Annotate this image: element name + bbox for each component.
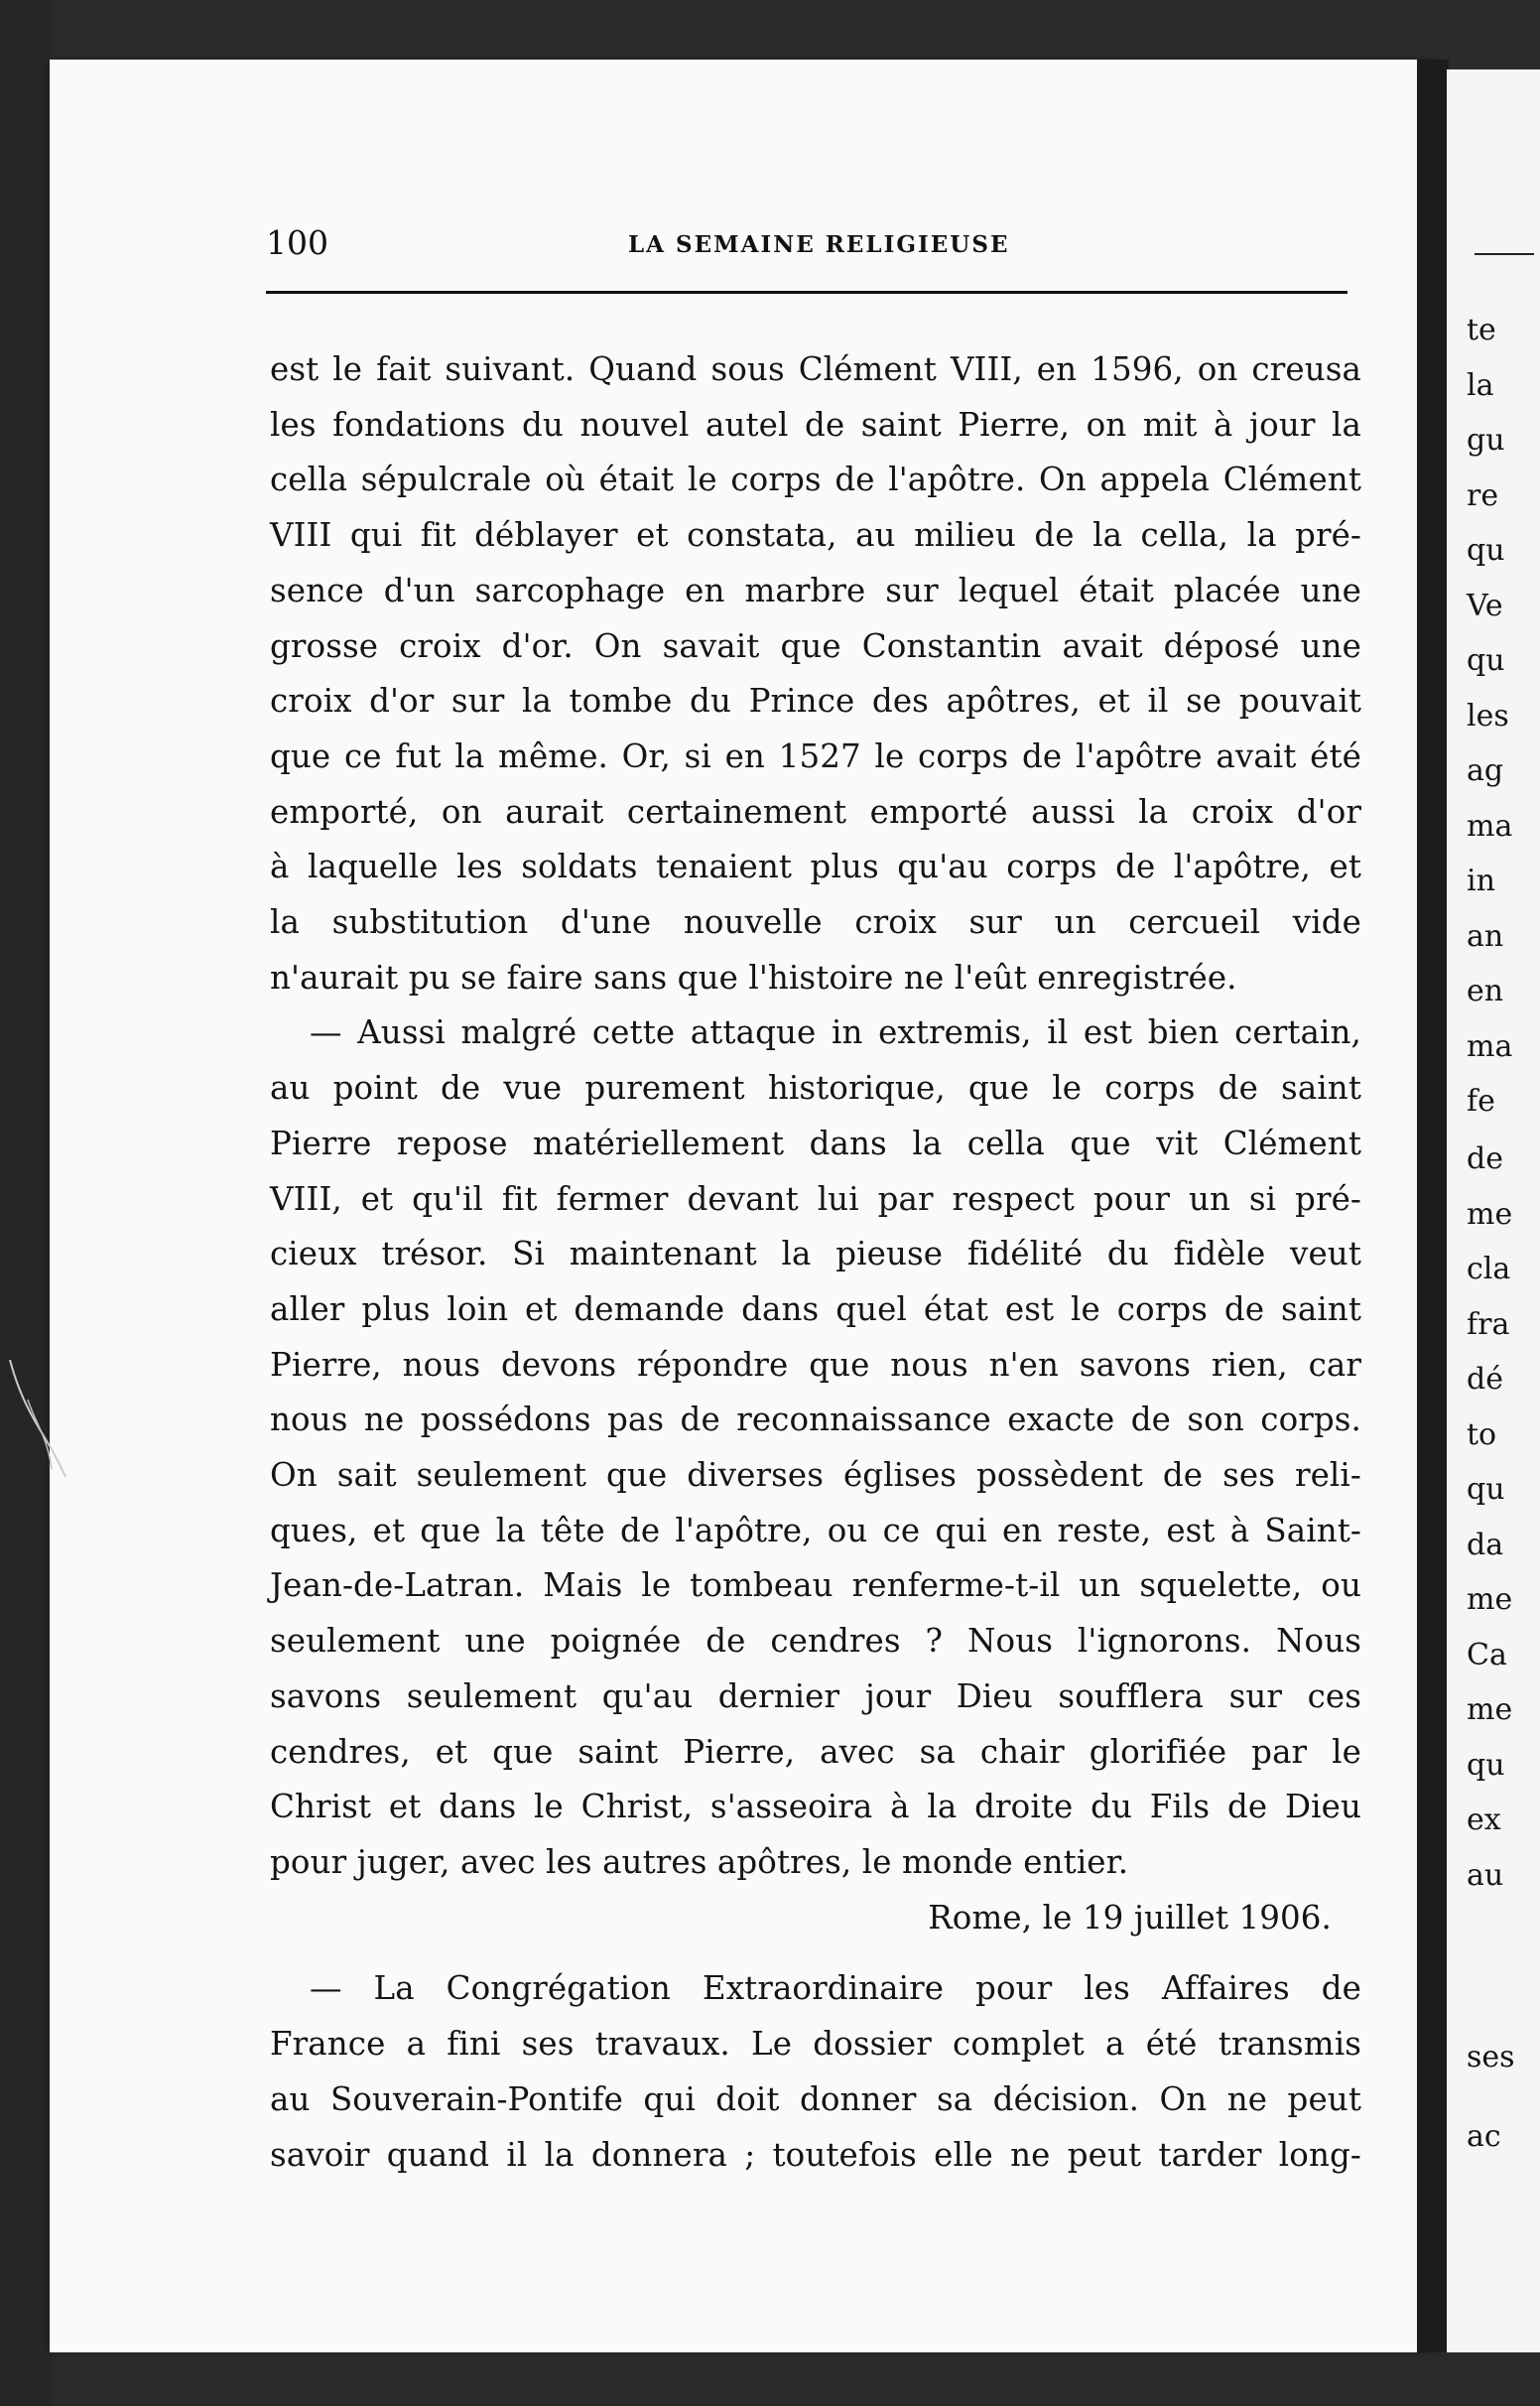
facing-page-fragment: en bbox=[1467, 974, 1504, 1008]
page-number: 100 bbox=[266, 223, 328, 262]
facing-page-fragment: fra bbox=[1467, 1306, 1510, 1342]
text-line: au point de vue purement historique, que le corps de saint bbox=[270, 1069, 1361, 1108]
facing-page-fragment: da bbox=[1467, 1527, 1504, 1562]
facing-page-fragment: dé bbox=[1467, 1362, 1503, 1397]
text-line: — La Congrégation Extraordinaire pour les Affaires de bbox=[310, 1969, 1361, 2008]
facing-page-fragment: Ca bbox=[1467, 1637, 1507, 1672]
text-line: n'aurait pu se faire sans que l'histoire ne l'eût enregistrée. bbox=[270, 958, 1237, 997]
facing-page-header-rule bbox=[1475, 253, 1534, 255]
facing-page-fragment: au bbox=[1467, 1857, 1504, 1893]
text-line: que ce fut la même. Or, si en 1527 le corps de l'apôtre avait été bbox=[270, 736, 1361, 775]
text-line: grosse croix d'or. On savait que Constantin avait déposé une bbox=[270, 626, 1361, 665]
facing-page bbox=[1447, 69, 1540, 2352]
book-gutter bbox=[1417, 60, 1449, 2352]
text-line: nous ne possédons pas de reconnaissance exacte de son corps. bbox=[270, 1401, 1361, 1439]
facing-page-fragment: qu bbox=[1467, 533, 1505, 568]
text-line: VIII qui fit déblayer et constata, au milieu de la cella, la pré- bbox=[270, 516, 1361, 555]
text-line: emporté, on aurait certainement emporté aussi la croix d'or bbox=[270, 792, 1361, 831]
facing-page-fragment: la bbox=[1467, 367, 1494, 403]
facing-page-fragment: ac bbox=[1467, 2119, 1501, 2154]
facing-page-fragment: qu bbox=[1467, 1747, 1505, 1783]
text-line: au Souverain-Pontife qui doit donner sa décision. On ne peut bbox=[270, 2079, 1361, 2118]
running-title: LA SEMAINE RELIGIEUSE bbox=[628, 231, 1010, 258]
text-line: France a fini ses travaux. Le dossier complet a été transmis bbox=[270, 2025, 1361, 2064]
facing-page-fragment: ex bbox=[1467, 1803, 1501, 1837]
facing-page-fragment: qu bbox=[1467, 643, 1505, 678]
text-line: Pierre repose matériellement dans la cella que vit Clément bbox=[270, 1124, 1361, 1162]
facing-page-fragment: an bbox=[1467, 918, 1504, 954]
facing-page-fragment: les bbox=[1467, 698, 1509, 734]
text-line: seulement une poignée de cendres ? Nous l'ignorons. Nous bbox=[270, 1622, 1361, 1661]
text-line: Pierre, nous devons répondre que nous n'en savons rien, car bbox=[270, 1345, 1361, 1384]
text-line: est le fait suivant. Quand sous Clément VIII, en 1596, on creusa bbox=[270, 350, 1361, 388]
running-head bbox=[266, 223, 1348, 263]
text-line: — Aussi malgré cette attaque in extremis, il est bien certain, bbox=[310, 1013, 1361, 1052]
text-line: les fondations du nouvel autel de saint Pierre, on mit à jour la bbox=[270, 405, 1361, 444]
facing-page-fragment: Ve bbox=[1467, 588, 1503, 623]
facing-page-fragment: gu bbox=[1467, 423, 1505, 458]
facing-page-fragment: ma bbox=[1467, 808, 1513, 844]
facing-page-fragment: ma bbox=[1467, 1028, 1513, 1064]
text-line: ques, et que la tête de l'apôtre, ou ce qui en reste, est à Saint- bbox=[270, 1511, 1361, 1549]
facing-page-fragment: to bbox=[1467, 1416, 1497, 1452]
facing-page-fragment: ag bbox=[1467, 753, 1504, 788]
text-line: On sait seulement que diverses églises possèdent de ses reli- bbox=[270, 1456, 1361, 1495]
text-line: Christ et dans le Christ, s'asseoira à la droite du Fils de Dieu bbox=[270, 1788, 1361, 1826]
facing-page-fragment: me bbox=[1467, 1196, 1513, 1232]
text-line: Jean-de-Latran. Mais le tombeau renferme-t-il un squelette, ou bbox=[270, 1566, 1361, 1605]
facing-page-fragment: re bbox=[1467, 477, 1499, 513]
dateline: Rome, le 19 juillet 1906. bbox=[928, 1898, 1332, 1937]
facing-page-fragment: me bbox=[1467, 1582, 1513, 1617]
text-line: cieux trésor. Si maintenant la pieuse fidélité du fidèle veut bbox=[270, 1235, 1361, 1273]
scan-left-border bbox=[0, 0, 52, 2406]
text-line: savons seulement qu'au dernier jour Dieu soufflera sur ces bbox=[270, 1676, 1361, 1715]
text-line: pour juger, avec les autres apôtres, le monde entier. bbox=[270, 1842, 1129, 1881]
text-line: VIII, et qu'il fit fermer devant lui par respect pour un si pré- bbox=[270, 1179, 1361, 1218]
facing-page-fragment: qu bbox=[1467, 1472, 1505, 1507]
text-line: à laquelle les soldats tenaient plus qu'au corps de l'apôtre, et bbox=[270, 848, 1361, 886]
text-line: sence d'un sarcophage en marbre sur lequel était placée une bbox=[270, 571, 1361, 609]
text-line: cella sépulcrale où était le corps de l'apôtre. On appela Clément bbox=[270, 461, 1361, 499]
stray-thread bbox=[8, 1360, 67, 1479]
facing-page-fragment: in bbox=[1467, 864, 1495, 898]
text-line: cendres, et que saint Pierre, avec sa chair glorifiée par le bbox=[270, 1732, 1361, 1771]
header-rule bbox=[266, 291, 1348, 294]
facing-page-fragment: ses bbox=[1467, 2040, 1515, 2074]
text-line: croix d'or sur la tombe du Prince des apôtres, et il se pouvait bbox=[270, 682, 1361, 721]
text-line: savoir quand il la donnera ; toutefois elle ne peut tarder long- bbox=[270, 2135, 1361, 2174]
facing-page-fragment: de bbox=[1467, 1141, 1503, 1176]
body-text bbox=[270, 342, 1361, 2183]
facing-page-fragment: te bbox=[1467, 313, 1496, 347]
facing-page-fragment: fe bbox=[1467, 1084, 1495, 1119]
facing-page-fragment: me bbox=[1467, 1692, 1513, 1727]
text-line: la substitution d'une nouvelle croix sur un cercueil vide bbox=[270, 903, 1361, 942]
facing-page-fragment: cla bbox=[1467, 1252, 1511, 1286]
text-line: aller plus loin et demande dans quel état est le corps de saint bbox=[270, 1289, 1361, 1328]
